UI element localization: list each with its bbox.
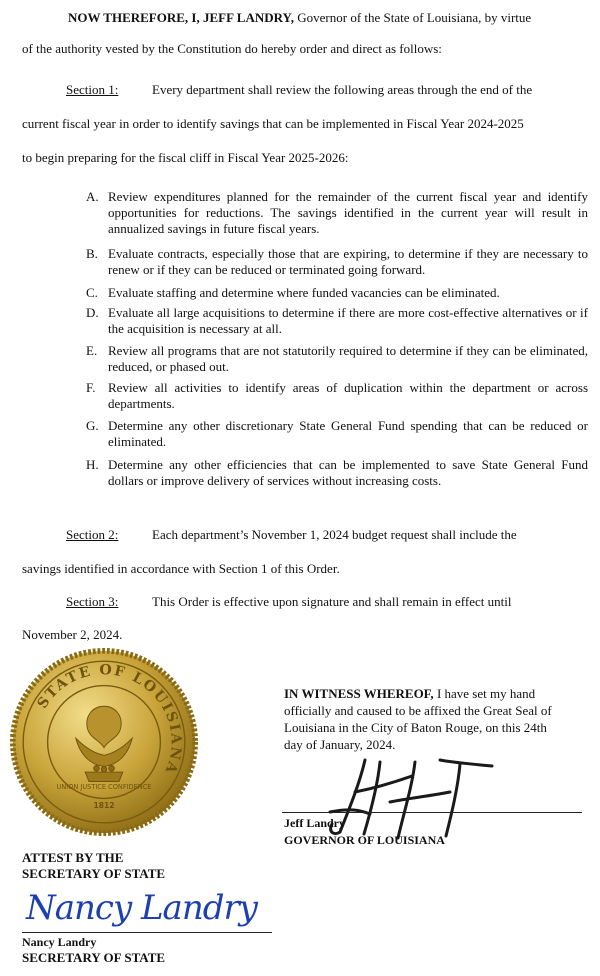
governor-signature-line (282, 812, 582, 813)
list-letter: A. (86, 189, 99, 204)
attest-line-2: SECRETARY OF STATE (22, 866, 166, 881)
list-text: Evaluate contracts, especially those that are expiring, to determine if they are necessary to renew or if they can be reduced or terminated going forward. (108, 246, 588, 277)
witness-line-3: Louisiana in the City of Baton Rouge, on this 24th (284, 720, 547, 735)
section-3-line-2: November 2, 2024. (22, 627, 123, 642)
section-2-label: Section 2: (66, 527, 119, 542)
section-2-line-1: Each department’s November 1, 2024 budget request shall include the (152, 527, 517, 542)
list-text: Review all activities to identify areas of duplication within the department or across departments. (108, 380, 588, 411)
governor-signature (320, 752, 510, 842)
section-3-label: Section 3: (66, 594, 119, 609)
great-seal-of-louisiana (10, 648, 198, 836)
witness-line-1 (284, 686, 535, 702)
list-item-b (86, 246, 588, 278)
list-text: Determine any other discretionary State General Fund spending that can be reduced or eliminated. (108, 418, 588, 449)
witness-line-2: officially and caused to be affixed the Great Seal of (284, 703, 552, 718)
list-text: Evaluate all large acquisitions to determine if there are more cost-effective alternatives or if the acquisition is necessary at all. (108, 305, 588, 336)
list-letter: C. (86, 285, 98, 300)
list-item-c (86, 285, 588, 301)
list-letter: E. (86, 343, 98, 358)
secretary-signature: Nancy Landry (26, 888, 257, 928)
intro-rest: Governor of the State of Louisiana, by virtue (294, 10, 532, 25)
secretary-title: SECRETARY OF STATE (22, 950, 166, 965)
witness-line-4: day of January, 2024. (284, 737, 396, 752)
section-1-line-1: Every department shall review the following areas through the end of the (152, 82, 533, 97)
list-letter: D. (86, 305, 99, 320)
seal-year: 1812 (93, 800, 115, 810)
list-text: Determine any other efficiencies that can be implemented to save State General Fund dollars or improve delivery of services without increasing costs. (108, 457, 588, 488)
list-text: Evaluate staffing and determine where funded vacancies can be eliminated. (108, 285, 500, 300)
section-3-line-1: This Order is effective upon signature and shall remain in effect until (152, 594, 512, 609)
seal-ring-text: STATE OF LOUISIANA (34, 662, 184, 778)
list-text: Review all programs that are not statutorily required to determine if they can be eliminated, reduced, or phased out. (108, 343, 588, 374)
secretary-signature-line (22, 932, 272, 933)
list-letter: G. (86, 418, 99, 433)
attest-line-1: ATTEST BY THE (22, 850, 124, 865)
intro-line-1 (68, 10, 531, 26)
governor-title: GOVERNOR OF LOUISIANA (284, 833, 445, 847)
governor-name: Jeff Landry (284, 816, 345, 830)
list-item-f (86, 380, 588, 412)
list-text: Review expenditures planned for the remainder of the current fiscal year and identify opportunities for reductions. The savings identified in the current year will result in annualized savings in future fiscal years. (108, 189, 588, 236)
section-1-line-2: current fiscal year in order to identify savings that can be implemented in Fiscal Year 2024-2025 (22, 116, 524, 131)
list-letter: H. (86, 457, 99, 472)
intro-lead: NOW THEREFORE, I, JEFF LANDRY, (68, 10, 294, 25)
list-letter: F. (86, 380, 96, 395)
section-1-label: Section 1: (66, 82, 119, 97)
list-item-e (86, 343, 588, 375)
list-item-h (86, 457, 588, 489)
list-item-d (86, 305, 588, 337)
section-1-line-3: to begin preparing for the fiscal cliff in Fiscal Year 2025-2026: (22, 150, 349, 165)
seal-motto: UNION JUSTICE CONFIDENCE (56, 783, 152, 791)
list-item-g (86, 418, 588, 450)
list-letter: B. (86, 246, 98, 261)
intro-line-2: of the authority vested by the Constitution do hereby order and direct as follows: (22, 41, 442, 56)
secretary-name: Nancy Landry (22, 935, 97, 949)
section-2-line-2: savings identified in accordance with Section 1 of this Order. (22, 561, 340, 576)
list-item-a (86, 189, 588, 237)
witness-lead: IN WITNESS WHEREOF, (284, 686, 434, 701)
witness-rest: I have set my hand (433, 686, 536, 701)
